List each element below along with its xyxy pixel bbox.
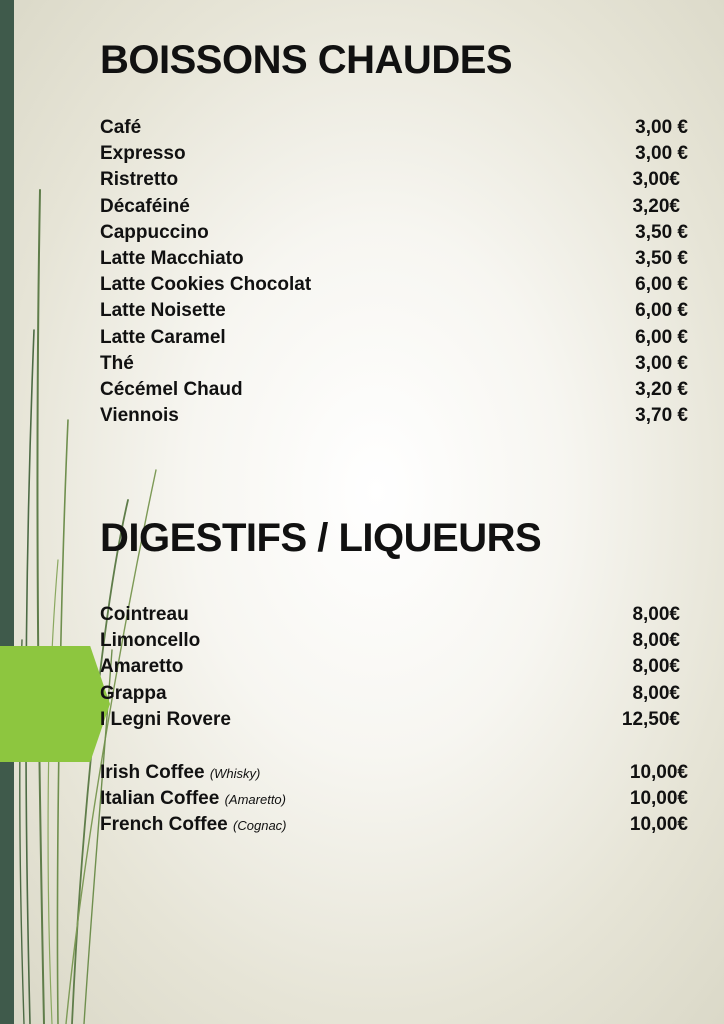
item-price: 10,00€ [629,762,688,783]
item-name: Cointreau [100,604,189,625]
item-price: 3,50 € [635,221,688,243]
section-title-hot-drinks: BOISSONS CHAUDES [100,38,513,82]
green-accent-tab [0,646,110,762]
item-price: 3,70 € [635,405,688,427]
item-name: Amaretto [100,656,184,678]
list-item [100,762,688,788]
item-price: 8,00€ [632,604,680,625]
item-name: Cappuccino [100,221,209,243]
digestifs-list [100,604,688,735]
item-name: Limoncello [100,630,201,652]
item-price: 3,00 € [635,352,688,374]
list-item [100,683,688,709]
list-item [100,274,688,300]
item-name: I Legni Rovere [100,708,231,730]
list-item [100,656,688,682]
item-name: French Coffee [100,814,228,836]
item-price: 12,50€ [621,708,680,730]
item-price: 3,00 € [635,143,688,165]
list-item [100,143,688,169]
item-name: Décaféiné [100,195,190,217]
section-title-digestifs: DIGESTIFS / LIQUEURS [100,516,542,560]
item-name: Cécémel Chaud [100,378,243,400]
item-name: Thé [100,352,134,374]
list-item [100,604,688,630]
item-price: 3,00 € [635,117,688,138]
item-note: (Whisky) [209,766,261,781]
item-name: Expresso [100,143,186,165]
item-name: Viennois [100,405,179,427]
list-item [100,709,688,735]
item-price: 6,00 € [635,274,688,296]
item-name: Café [100,117,142,138]
list-item [100,788,688,814]
item-price: 8,00€ [632,630,680,652]
item-name: Ristretto [100,169,179,191]
list-item [100,814,688,840]
left-decorative-band [0,0,14,1024]
list-item [100,353,688,379]
coffee-cocktails-list [100,762,688,841]
item-price: 10,00€ [629,788,688,810]
list-item [100,222,688,248]
item-name: Grappa [100,682,167,704]
list-item [100,327,688,353]
item-price: 8,00€ [632,682,680,704]
item-price: 3,00€ [632,169,680,191]
list-item [100,630,688,656]
list-item [100,169,688,195]
item-note: (Amaretto) [224,792,286,808]
list-item [100,405,688,431]
item-price: 10,00€ [629,814,688,836]
list-item [100,117,688,143]
item-name: Irish Coffee [100,762,205,783]
item-price: 6,00 € [635,326,688,348]
hot-drinks-list [100,117,688,431]
item-name: Latte Caramel [100,326,226,348]
item-note: (Cognac) [233,818,287,834]
item-name: Latte Noisette [100,300,226,322]
list-item [100,300,688,326]
item-name: Latte Cookies Chocolat [100,274,312,296]
item-price: 3,20 € [635,378,688,400]
item-price: 8,00€ [632,656,680,678]
item-name: Italian Coffee [100,788,220,810]
list-item [100,379,688,405]
item-price: 6,00 € [635,300,688,322]
item-price: 3,50 € [635,247,688,269]
list-item [100,248,688,274]
item-price: 3,20€ [632,195,680,217]
list-item [100,196,688,222]
item-name: Latte Macchiato [100,247,244,269]
